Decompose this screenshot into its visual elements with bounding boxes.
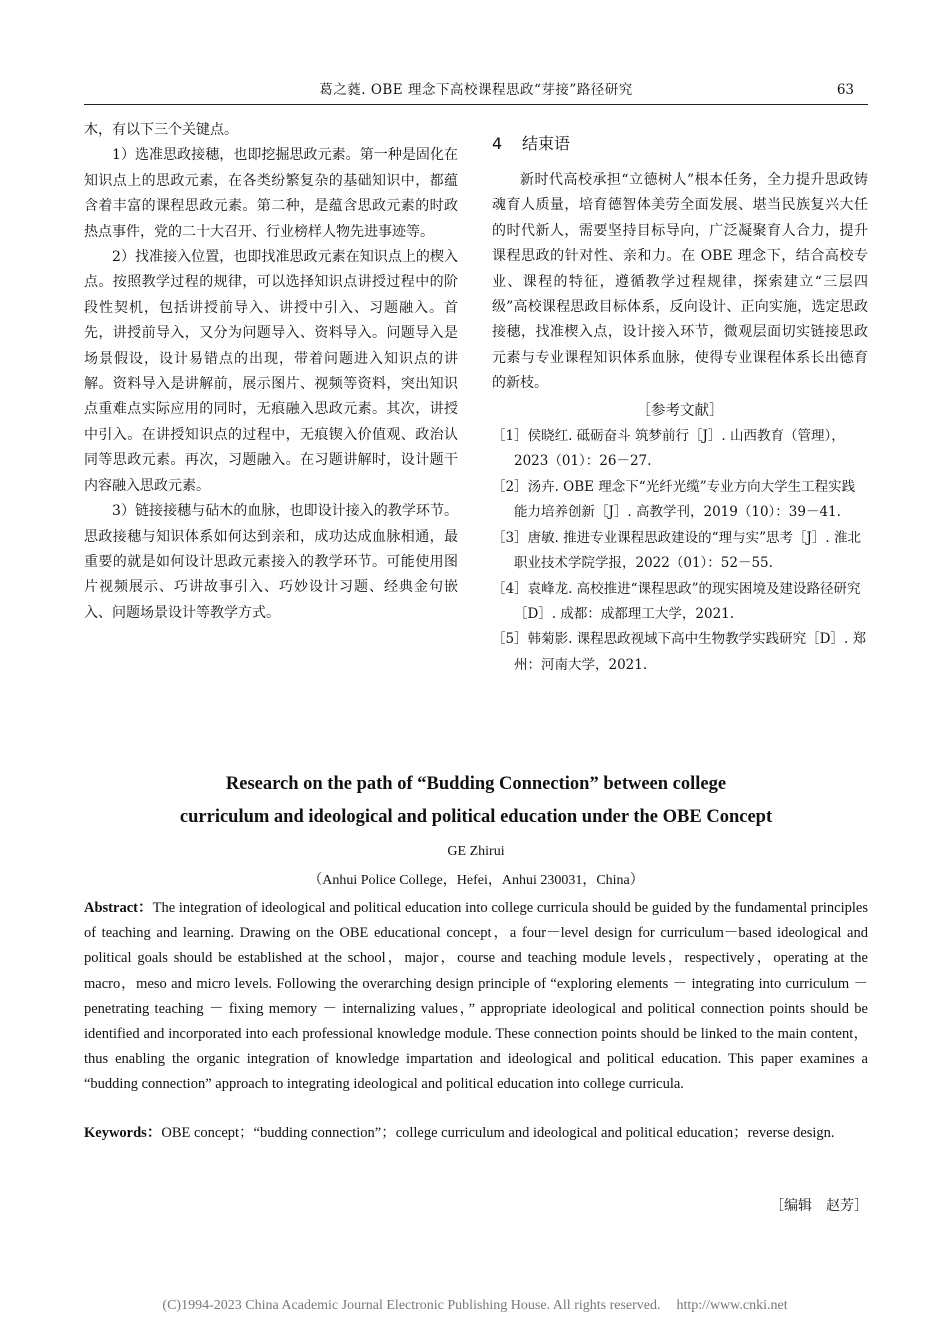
english-abstract [84,896,868,1098]
footer [0,1296,950,1316]
page-number: 63 [836,82,854,98]
english-title-block [84,768,868,893]
running-title: 葛之蕤. OBE 理念下高校课程思政“芽接”路径研究 [319,82,633,98]
editor-note: ［编辑 赵芳］ [770,1198,868,1214]
footer-url[interactable]: http://www.cnki.net [676,1298,788,1313]
english-title-line-1: Research on the path of “Budding Connection” between college [225,774,727,794]
references-heading: ［参考文献］ [636,402,724,419]
section-heading [492,132,868,156]
english-title-line-2: curriculum and ideological and political education under the OBE Concept [179,807,773,827]
key-point-2: 2）找准接入位置，也即找准思政元素在知识点上的楔入点。按照教学过程的规律，可以选择知识点讲授过程中的阶段性契机，包括讲授前导入、讲授中引入、习题融入。首先，讲授前导入，又分为问题导入、资料导入。问题导入是场景假设，设计易错点的出现，带着问题进入知识点的讲解。资料导入是讲解前，展示图片、视频等资料，突出知识点重难点实际应用的同时，无痕融入思政元素。其次，讲授中引入。在讲授知识点的过程中，无痕锲入价值观、政治认同等思政元素。再次，习题融入。在习题讲解时，设计题干内容融入思政元素。 [84,249,458,494]
conclusion-paragraph: 新时代高校承担“立德树人”根本任务，全力提升思政铸魂育人质量，培育德智体美劳全面发展、堪当民族复兴大任的时代新人，需要坚持目标导向，广泛凝聚育人合力，提升课程思政的针对性、亲和力。在 OBE 理念下，结合高校专业、课程的特征，遵循教学过程规律，探索建立“三层四级”高校课程思政目标体系，反向设计、正向实施，选定思政接穗，找准楔入点，设计接入环节，微观层面切实链接思政元素与专业课程知识体系血脉，使得专业课程体系长出德育的新枝。 [492,172,868,392]
section-title: 结束语 [522,134,571,153]
footer-copyright: (C)1994-2023 China Academic Journal Electronic Publishing House. All rights reserved. [162,1298,661,1313]
abstract-text: The integration of ideological and political education into college curricula should be guided by the fundamental principles of teaching and learning. Drawing on the OBE educational concept，a four－level design for curriculum－based ideological and political goals should be established at the school，major，course and teaching module levels，respectively，operating at the macro，meso and micro levels. Following the overarching design principle of “exploring elements － integrating into curriculum － penetrating teaching － fixing memory － internalizing values，” appropriate ideological and political connection points should be identified and incorporated into each professional knowledge module. These connection points should be linked to the main content，thus enabling the organic integration of knowledge impartation and ideological and political education. This paper examines a “budding connection” approach to integrating ideological and political education into college curricula. [84,900,868,1093]
intro-line: 木，有以下三个关键点。 [84,122,238,138]
english-affiliation: （Anhui Police College，Hefei，Anhui 230031，China） [308,873,644,888]
left-column [84,118,458,626]
english-author: GE Zhirui [447,844,505,859]
reference-item: ［3］唐敏. 推进专业课程思政建设的“理与实”思考［J］. 淮北职业技术学院学报，2022（01）：52－55. [492,529,861,572]
reference-item: ［4］袁峰龙. 高校推进“课程思政”的现实困境及建设路径研究［D］. 成都：成都理工大学，2021. [492,580,861,622]
reference-item: ［2］汤卉. OBE 理念下“光纤光缆”专业方向大学生工程实践能力培养创新［J］. 高教学刊，2019（10）：39－41. [492,478,856,521]
running-header [84,80,868,100]
key-point-1: 1）选准思政接穗，也即挖掘思政元素。第一种是固化在知识点上的思政元素，在各类纷繁复杂的基础知识中，都蕴含着丰富的课程思政元素。第二种，是蕴含思政元素的时政热点事件，党的二十大召开、行业榜样人物先进事迹等。 [84,147,458,240]
english-keywords [84,1121,868,1146]
reference-item: ［5］韩菊影. 课程思政视域下高中生物教学实践研究［D］. 郑州：河南大学，2021. [492,631,867,673]
right-column [492,118,868,678]
keywords-text: OBE concept；“budding connection”；college curriculum and ideological and political education；reverse design. [161,1125,835,1141]
abstract-label: Abstract： [84,900,153,916]
header-rule [84,104,868,105]
section-number: 4 [492,134,503,153]
keywords-label: Keywords： [84,1125,162,1141]
key-point-3: 3）链接接穗与砧木的血脉，也即设计接入的教学环节。思政接穗与知识体系如何达到亲和，成功达成血脉相通，最重要的就是如何设计思政元素接入的教学环节。可能使用图片视频展示、巧讲故事引入、巧妙设计习题、经典金句嵌入、问题场景设计等教学方式。 [84,503,458,621]
reference-item: ［1］侯晓红. 砥砺奋斗 筑梦前行［J］. 山西教育（管理），2023（01）：26－27. [492,428,845,470]
